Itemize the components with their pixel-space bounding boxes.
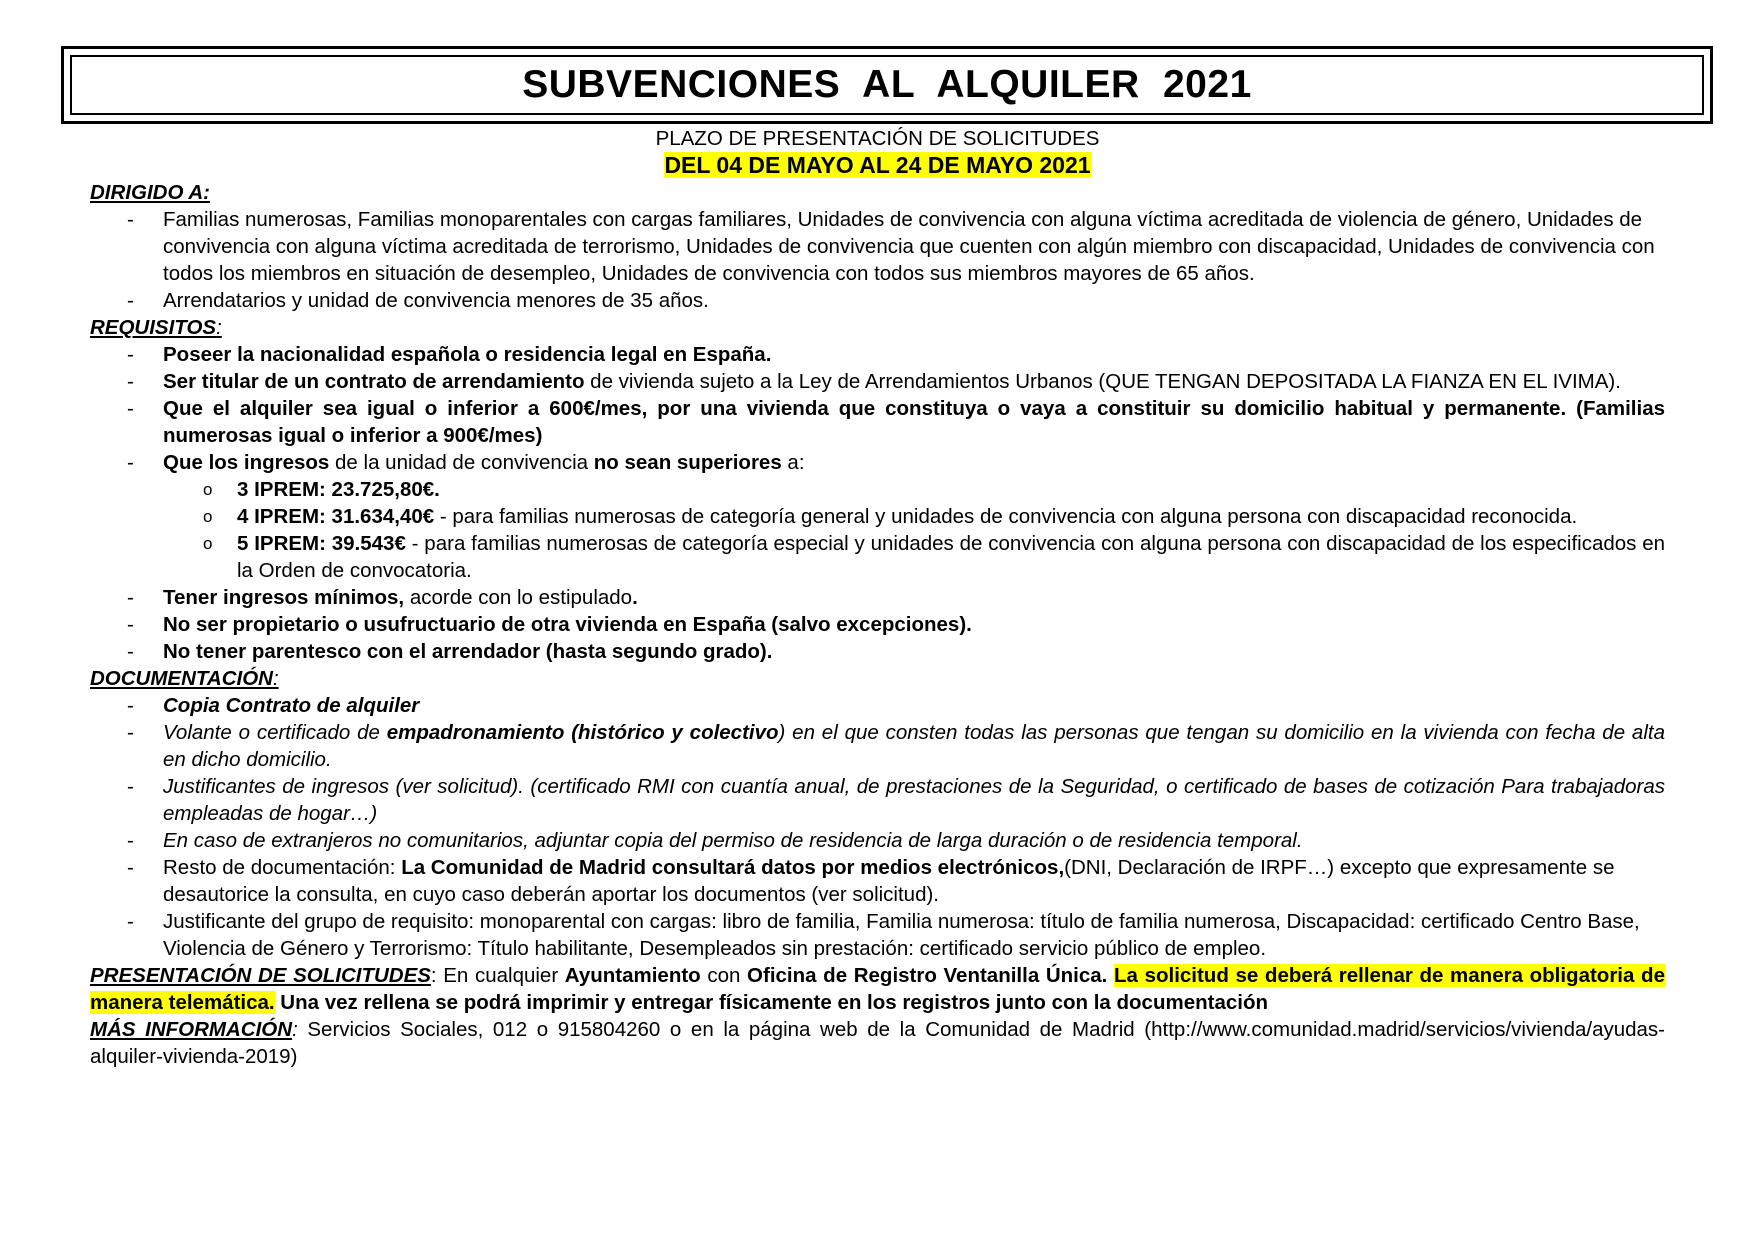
- circle-bullet: o: [203, 534, 213, 553]
- dash-bullet: -: [127, 289, 134, 312]
- list-item: - Poseer la nacionalidad española o residencia legal en España.: [127, 343, 772, 366]
- dash-bullet: -: [127, 586, 134, 609]
- list-item: - Copia Contrato de alquiler: [127, 694, 420, 717]
- telematica-highlight: La solicitud se deberá rellenar de manera obligatoria de manera telemática.: [90, 964, 1665, 1014]
- title-inner-border: [70, 55, 1704, 115]
- list-item: - Justificantes de ingresos (ver solicitud). (certificado RMI con cuantía anual, de prestaciones de la Seguridad, o certificado de bases de cotización Para trabajadoras empleadas de hogar…): [127, 775, 1665, 825]
- list-item: - No ser propietario o usufructuario de otra vivienda en España (salvo excepciones).: [127, 613, 972, 636]
- dash-bullet: -: [127, 721, 134, 744]
- iprem-list: [90, 476, 1665, 584]
- plazo-label: PLAZO DE PRESENTACIÓN DE SOLICITUDES: [655, 127, 1100, 150]
- list-item: o 4 IPREM: 31.634,40€ - para familias numerosas de categoría general y unidades de convivencia con alguna persona con discapacidad reconocida.: [203, 505, 1578, 528]
- dash-bullet: -: [127, 829, 134, 852]
- document-body: [90, 125, 1665, 1070]
- documentacion-list: [90, 692, 1665, 962]
- dirigido-heading: DIRIGIDO A:: [90, 181, 210, 204]
- dash-bullet: -: [127, 397, 134, 420]
- list-item: o 5 IPREM: 39.543€ - para familias numerosas de categoría especial y unidades de convivencia con alguna persona con discapacidad de los especificados en la Orden de convocatoria.: [203, 532, 1666, 582]
- dash-bullet: -: [127, 613, 134, 636]
- dash-bullet: -: [127, 694, 134, 717]
- presentacion-paragraph: PRESENTACIÓN DE SOLICITUDES: En cualquier Ayuntamiento con Oficina de Registro Ventanilla Única. La solicitud se deberá rellenar de manera obligatoria de manera telemática. Una vez rellena se podrá imprimir y entregar físicamente en los registros junto con la documentación: [90, 964, 1665, 1014]
- list-item: o 3 IPREM: 23.725,80€.: [203, 478, 440, 501]
- plazo-dates: DEL 04 DE MAYO AL 24 DE MAYO 2021: [664, 152, 1091, 178]
- dash-bullet: -: [127, 856, 134, 879]
- dash-bullet: -: [127, 775, 134, 798]
- dash-bullet: -: [127, 640, 134, 663]
- list-item: - Justificante del grupo de requisito: monoparental con cargas: libro de familia, Familia numerosa: título de familia numerosa, Discapacidad: certificado Centro Base, Violencia de Género y Terrorismo: Título habilitante, Desempleados sin prestación: certificado servicio público de empleo.: [127, 910, 1640, 960]
- dash-bullet: -: [127, 208, 134, 231]
- info-paragraph: MÁS INFORMACIÓN: Servicios Sociales, 012 o 915804260 o en la página web de la Comunidad de Madrid (http://www.comunidad.madrid/servicios/vivienda/ayudas-alquiler-vivienda-2019): [90, 1018, 1665, 1068]
- list-item: - Arrendatarios y unidad de convivencia menores de 35 años.: [127, 289, 709, 312]
- dash-bullet: -: [127, 451, 134, 474]
- list-item: - No tener parentesco con el arrendador (hasta segundo grado).: [127, 640, 773, 663]
- circle-bullet: o: [203, 480, 213, 499]
- list-item: - Que los ingresos de la unidad de convivencia no sean superiores a: o 3 IPREM: 23.725,80€. o 4 IPREM: 31.634,40€ - para familias numerosas de categoría general y unidades de convivencia con alguna persona con discapacidad reconocida. o 5 IPREM: 39.543€ - para familias numerosas de categoría especial y unidades de convivencia con alguna persona con discapacidad de los especificados en la Orden de convocatoria.: [90, 449, 1665, 584]
- list-item: - Resto de documentación: La Comunidad de Madrid consultará datos por medios electrónicos,(DNI, Declaración de IRPF…) excepto que expresamente se desautorice la consulta, en cuyo caso deberán aportar los documentos (ver solicitud).: [127, 856, 1615, 906]
- list-item: - En caso de extranjeros no comunitarios, adjuntar copia del permiso de residencia de larga duración o de residencia temporal.: [127, 829, 1303, 852]
- documentacion-heading: DOCUMENTACIÓN:: [90, 667, 279, 690]
- list-item: - Tener ingresos mínimos, acorde con lo estipulado.: [127, 586, 638, 609]
- circle-bullet: o: [203, 507, 213, 526]
- requisitos-list: [90, 341, 1665, 665]
- dirigido-list: [90, 206, 1665, 314]
- list-item: - Familias numerosas, Familias monoparentales con cargas familiares, Unidades de convivencia con alguna víctima acreditada de violencia de género, Unidades de convivencia con alguna víctima acreditada de terrorismo, Unidades de convivencia que cuenten con algún miembro con discapacidad, Unidades de convivencia con todos los miembros en situación de desempleo, Unidades de convivencia con todos sus miembros mayores de 65 años.: [127, 208, 1655, 285]
- title-box: [61, 46, 1713, 124]
- page-title: SUBVENCIONES AL ALQUILER 2021: [522, 63, 1252, 106]
- list-item: - Que el alquiler sea igual o inferior a 600€/mes, por una vivienda que constituya o vaya a constituir su domicilio habitual y permanente. (Familias numerosas igual o inferior a 900€/mes): [127, 397, 1665, 447]
- dash-bullet: -: [127, 910, 134, 933]
- list-item: - Ser titular de un contrato de arrendamiento de vivienda sujeto a la Ley de Arrendamientos Urbanos (QUE TENGAN DEPOSITADA LA FIANZA EN EL IVIMA).: [127, 370, 1621, 393]
- requisitos-heading: REQUISITOS:: [90, 316, 222, 339]
- list-item: - Volante o certificado de empadronamiento (histórico y colectivo) en el que consten todas las personas que tengan su domicilio en la vivienda con fecha de alta en dicho domicilio.: [127, 721, 1665, 771]
- plazo-dates-line: [90, 152, 1665, 179]
- dash-bullet: -: [127, 343, 134, 366]
- dash-bullet: -: [127, 370, 134, 393]
